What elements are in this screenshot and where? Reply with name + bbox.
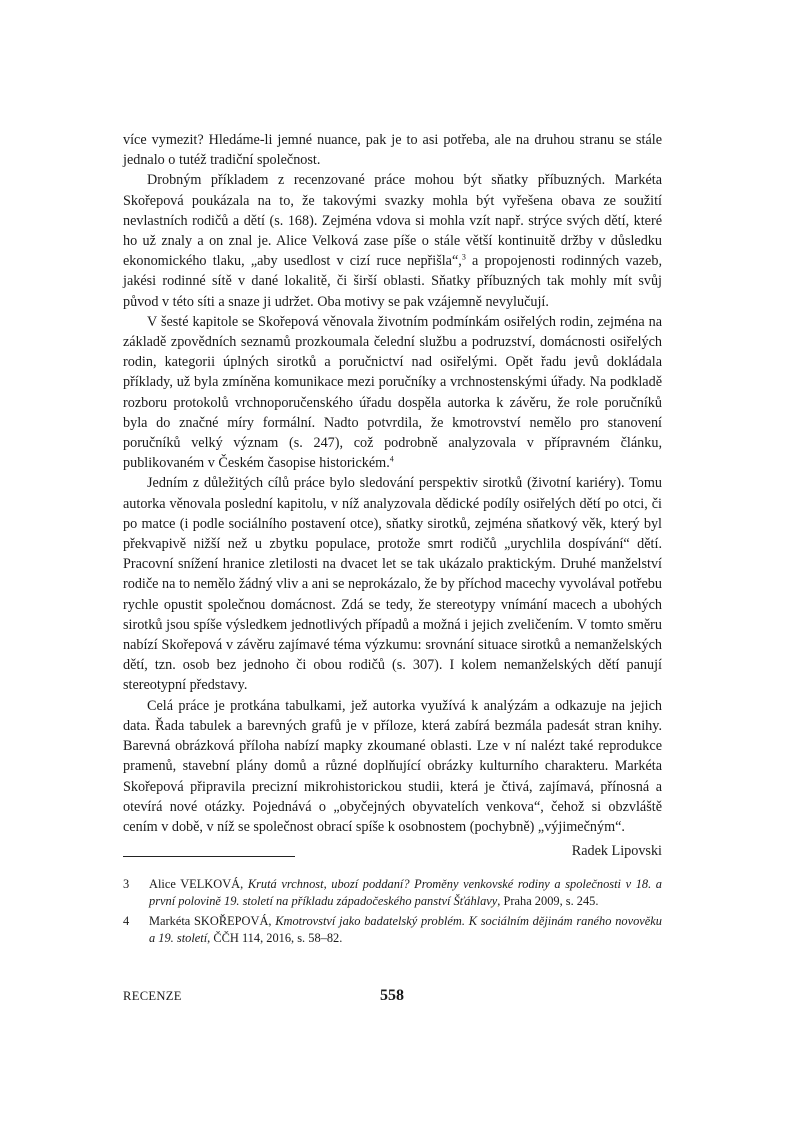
footnote-text (149, 913, 662, 947)
paragraph: Jedním z důležitých cílů práce bylo sledování perspektiv sirotků (životní kariéry). Tomu autorka věnovala poslední kapitolu, v níž analyzovala dědické podíly osiřelých dětí po otci, či po matce (i podle sociálního postavení otce), sňatky sirotků, zejména sňatkový věk, který byl překvapivě nižší než u zbytku populace, protože smrt rodičů „urychlila dospívání“ dětí. Pracovní snížení hranice zletilosti na dvacet let se tak ukázalo praktickým. Druhé manželství rodiče na to nemělo žádný vliv a ani se neprokázalo, že by příchod macechy vyvolával potřebu rychle opustit společnou domácnost. Zdá se tedy, že stereotypy vnímání macech a ubohých sirotků jsou spíše výsledkem jednotlivých případů a možná i jejich zveličením. V tomto směru nabízí Skořepová v závěru zajímavé téma výzkumu: srovnání situace sirotků a nemanželských dětí, tzn. osob bez jednoho či obou rodičů (s. 307). I kolem nemanželských dětí panují stereotypní představy. (123, 475, 662, 694)
paragraph: více vymezit? Hledáme-li jemné nuance, pak je to asi potřeba, ale na druhou stranu se stále jednalo o tutéž tradiční společnost. (123, 132, 662, 169)
paragraph (123, 312, 662, 474)
page-body (123, 130, 662, 861)
running-head: RECENZE (123, 989, 182, 1003)
footnote-divider (123, 856, 295, 857)
footnote (123, 876, 662, 910)
footnote-number: 4 (123, 914, 130, 928)
footnote-ref[interactable]: 3 (461, 252, 466, 262)
footnote-title: Krutá vrchnost, ubozí poddaní? Proměny venkovské rodiny a společnosti v 18. a první polovině 19. století na příkladu západočeského panství Šťáhlavy (149, 877, 663, 908)
footnote-author: Alice VELKOVÁ, (149, 877, 248, 891)
review-text (123, 130, 662, 837)
paragraph-text: a propojenosti rodinných vazeb, jakési rodinné sítě v dané lokalitě, či širší oblasti. Sňatky příbuzných tak mohly mít svůj původ v této síti a snaze ji udržet. Oba motivy se pak vzájemně nevylučují. (123, 253, 662, 310)
footnote-publication: , Praha 2009, s. 245. (497, 894, 599, 908)
footnote-ref[interactable]: 4 (389, 454, 394, 464)
footnote-publication: , ČČH 114, 2016, s. 58–82. (207, 931, 343, 945)
footnotes (123, 876, 662, 950)
footnote-text (149, 876, 662, 910)
paragraph (123, 170, 662, 311)
page-number: 558 (380, 987, 404, 1004)
footnote-author: Markéta SKOŘEPOVÁ, (149, 914, 276, 928)
page-footer (123, 987, 662, 1011)
author-signature: Radek Lipovski (571, 843, 662, 860)
paragraph: Celá práce je protkána tabulkami, jež autorka využívá k analýzám a odkazuje na jejich data. Řada tabulek a barevných grafů je v příloze, která zabírá bezmála padesát stran knihy. Barevná obrázková příloha nabízí mapky zkoumané oblasti. Lze v ní nalézt také reprodukce pramenů, stavební plány domů a různé doplňující obrázky kulturního charakteru. Markéta Skořepová připravila precizní mikrohistorickou studii, která je čtivá, zajímavá, přínosná a otevírá nové otázky. Pojednává o „obyčejných obyvatelích venkova“, čehož si obzvláště cením v době, v níž se společnost obrací spíše k osobnostem (pochybně) „výjimečným“. (123, 697, 662, 835)
footnote-title: Kmotrovství jako badatelský problém. K sociálním dějinám raného novověku a 19. století (149, 914, 662, 945)
footnote (123, 913, 662, 947)
paragraph-text: V šesté kapitole se Skořepová věnovala životním podmínkám osiřelých rodin, zejména na základě zpovědních seznamů prozkoumala čelední službu a podruzství, domácnosti osiřelých rodin, kategorii úplných sirotků a poručnictví nad osiřelými. Opět řadu jevů dokládala příklady, už byla zmíněna komunikace mezi poručníky a vrchnostenskými úřady. Na podkladě rozboru protokolů vrchnoporučenského úřadu dospěla autorka k závěru, že role poručníků byla do značné míry formální. Nadto potvrdila, že kmotrovství nemělo pro stanovení poručníků velký význam (s. 247), což podrobně analyzovala v přípravném článku, publikovaném v Českém časopise historickém. (123, 313, 662, 472)
footnote-number: 3 (123, 877, 130, 891)
paragraph-text: Drobným příkladem z recenzované práce mohou být sňatky příbuzných. Markéta Skořepová poukázala na to, že takovými svazky mohla být vyřešena obava ze soužití nevlastních rodičů a dětí (s. 168). Zejména vdova si mohla vzít např. strýce svých dětí, které ho už znaly a on znal je. Alice Velková zase píše o stále větší kontinuitě držby v důsledku ekonomického tlaku, „aby usedlost v cizí ruce nepřišla“, (123, 172, 662, 270)
